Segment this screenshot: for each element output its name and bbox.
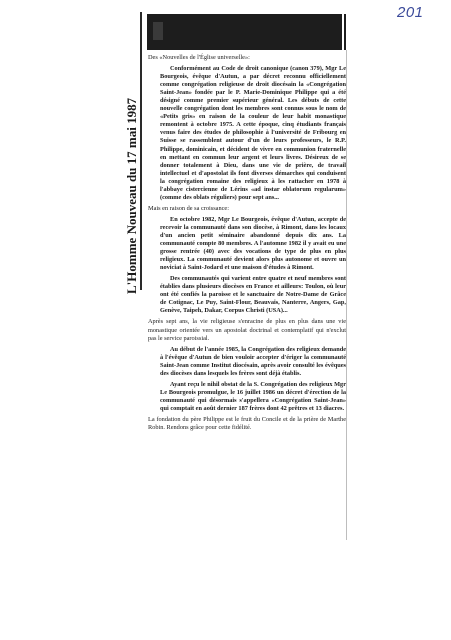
handwritten-page-number: 201 [397,4,424,21]
source-caption [122,94,140,294]
quote-paragraph-3: Des communautés qui varient entre quatre et neuf membres sont établies dans plusieurs diocèses en France et ailleurs: Toulon, où leur ont été confiés la paroisse et le sanctuaire de Notre-Dame de Grâce de Cotignac, Le Puy, Saint-Flour, Beauvais, Nanterre, Angers, Gap, Genève, Taipeh, Dakar, Corpus Christi (USA)... [160,275,346,315]
column-right-rule [346,50,347,540]
vertical-divider [140,12,142,290]
quote-paragraph-4: Au début de l'année 1985, la Congrégation des religieux demande à l'évêque d'Autun de bien vouloir accepter d'ériger la communauté Saint-Jean comme Institut diocésain, après avoir consulté les évêques des diocèses dans lesquels les frères sont déjà établis. [160,345,346,377]
article-column [148,54,346,435]
black-header-block [147,14,342,50]
commentary-paragraph: Après sept ans, la vie religieuse s'enracine de plus en plus dans une vie monastique orientée vers un apostolat doctrinal et contemplatif qui n'exclut pas le service paroissial. [148,318,346,342]
quote-paragraph-2: En octobre 1982, Mgr Le Bourgeois, évêque d'Autun, accepte de recevoir la communauté dans son diocèse, à Rimont, dans les locaux d'un ancien petit séminaire abandonné depuis dix ans. La communauté compte 80 membres. A l'automne 1982 il y avait eu une grosse rentrée (40) avec des vocations de type de plus en plus religieux. La communauté devient alors plus autonome et ouvre un noviciat à Saint-Jodard et une maison d'études à Rimont. [160,215,346,272]
intro-line: Des «Nouvelles de l'Église universelle»: [148,54,250,61]
quote-paragraph-1: Conformément au Code de droit canonique (canon 379), Mgr Le Bourgeois, évêque d'Autun, a par décret reconnu officiellement comme congrégation religieuse de droit diocésain la «Congrégation Saint-Jean» fondée par le P. Marie-Dominique Philippe qui a été désigné comme premier supérieur général. Les débuts de cette nouvelle congrégation dont les membres sont connus sous le nom de «Petits gris» en raison de la couleur de leur habit monastique remontent à octobre 1975. A cette époque, cinq étudiants français venus faire des études de philosophie à l'université de Fribourg en Suisse se rassemblent autour d'un de leurs professeurs, le R.P. Philippe, dominicain, et décident de vivre en communion fraternelle en mettant en commun leur argent et leurs livres. Désireux de se donner totalement à Dieu, dans une vie de prière, de travail intellectuel et d'apostolat ils font diverses démarches qui conduisent la congrégation romaine des religieux à les rattacher en 1978 à l'abbaye cistercienne de Lérins «ad instar oblatorum regularum» (comme des oblats réguliers) pour sept ans... [160,65,346,201]
quote-paragraph-5: Ayant reçu le nihil obstat de la S. Congrégation des religieux Mgr Le Bourgeois promulgue, le 16 juillet 1986 un décret d'érection de la communauté qui désormais s'appellera «Congrégation Saint-Jean» qui comptait en août dernier 187 frères dont 42 prêtres et 13 diacres. [160,380,346,412]
transition-line: Mais en raison de sa croissance: [148,204,229,212]
closing-paragraph: La fondation du père Philippe est le fruit du Concile et de la prière de Marthe Robin. Rendons grâce pour cette fidélité. [148,415,346,432]
source-caption-text: L'Homme Nouveau du 17 mai 1987 [124,97,139,294]
header-edge-strip [344,14,346,50]
